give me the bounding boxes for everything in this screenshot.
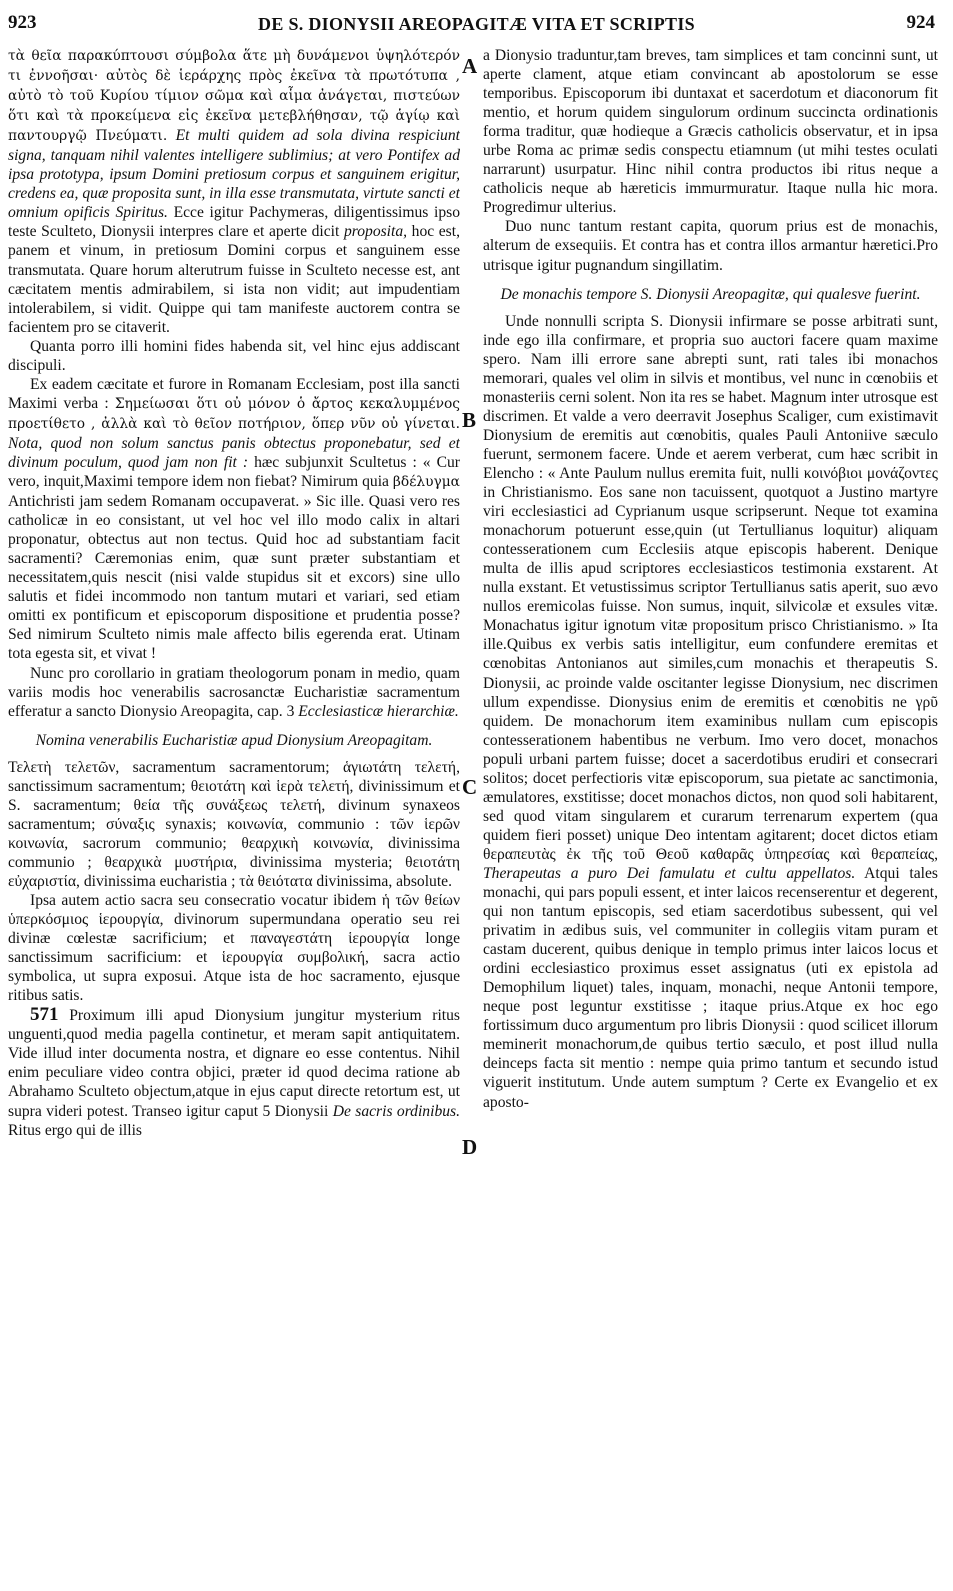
left-column [8, 46, 460, 1581]
section-heading: Nomina venerabilis Eucharistiæ apud Dionysium Areopagitam. [35, 731, 433, 749]
body-text: Ecce igitur Pachymeras, diligentissimus ipso teste Sculteto, Dionysii interpres clare et aperte dicit [8, 204, 460, 241]
body-text: a Dionysio traduntur,tam breves, tam simplices et tam concinni sunt, ut aperte clament, atque etiam convincant ab apostolorum se esse temporibus. Episcoporum ibi duntaxat et sacerdotum et diaconorum fit mentio, et horum quidem singulorum ordinum succincta ordinationis forma traditur, quæ hodieque a Græcis catholicis observatur, et in ipsa urbe Roma ac primæ sedis conspectu etiamnum (ut mihi testes oculati narrarunt) usurpatur. Hinc nihil contra productos ibi ritus neque a catholicis neque ab hæreticis immurmuratur. Itaque nulla hic mora. Progredimur ulterius. [483, 47, 938, 217]
body-text: Ipsa autem actio sacra seu consecratio vocatur ibidem ἡ τῶν θείων ὑπερκόσμιος ἱερουργία, divinorum supermundana operatio seu rei divinæ cœlestæ sacrificium; et παναγεστάτη ἱερουργία longe sanctissimum sacrificium: et ἱερουργία συμβολική, sacra actio symbolica, ut supra exposui. Atque ista de hoc sacramento, ejusque ritibus satis. [8, 892, 460, 1005]
body-text: Nunc pro corollario in gratiam theologorum ponam in medio, quam variis modis hoc venerabilis sacrosanctæ Eucharistiæ sacramentum efferatur a sancto Dionysio Areopagita, cap. 3 [8, 664, 460, 720]
margin-marker-a: A [462, 54, 478, 78]
paragraph [8, 337, 460, 375]
body-text: hæc subjunxit Scultetus : « Cur vero, inquit,Maximi tempore idem non fiebat? Nimirum quia [8, 453, 460, 491]
body-text: Ex eadem cæcitate et furore in Romanam Ecclesiam, post illa sancti Maximi verba : [8, 375, 460, 412]
paragraph [483, 312, 938, 1112]
paragraph [8, 46, 460, 337]
greek-quote: τὰ θεῖα παρακύπτουσι σύμβολα ἅτε μὴ δυνάμενοι ὑψηλότερόν τι ἐννοῆσαι· αὐτὸς δὲ ἱεράρχης πρὸς ἐκεῖνα τὰ πρωτότυπα , αὐτὸ τὸ τοῦ Κυρίου τίμιον σῶμα καὶ αἷμα ἀνάγεται, πιστεύων ὅτι καὶ τὰ προκείμενα εἰς ἐκεῖνα μετεβλήθησαν, τῷ ἁγίῳ καὶ παντουργῷ Πνεύματι. [8, 48, 460, 145]
latin-translation: Et multi quidem ad sola divina respiciunt signa, tanquam nihil valentes intelligere sublimius; at vero Pontifex ad ipsa prototypa, ipsum Domini pretiosum corpus et sanguinem erigitur, credens ea, quæ proposita sunt, in illa esse transmutata, virtute sancti et omnium opificis Spiritus. [8, 127, 460, 222]
greek-word: βδέλυγμα [392, 474, 460, 491]
margin-marker-c: C [462, 775, 478, 799]
body-text: hoc est, panem et vinum, in pretiosum Domini corpus et sanguinem esse transmutata. Quare horum alterutrum fuisse in Sculteto necesse est, ant cæcitatem mentis admirabilem, si ista non vidit; aut impudentiam intolerabilem, si vidit. Quippe qui tam manifeste auctorem contra se facientem pro se citaverit. [8, 223, 460, 336]
body-text: Τελετὴ τελετῶν, sacramentum sacramentorum; ἁγιωτάτη τελετή, sanctissimum sacramentum; θειοτάτη καὶ ἱερὰ τελετή, divinissimum et S. sacramentum; θεία τῆς συνάξεως τελετή, divinum synaxeos sacramentum; σύναξις synaxis; κοινωνία, communio : τῶν ἱερῶν κοινωνία, sacrorum communio; θεαρχικὴ κοινωνία, divinissima communio ; θεαρχικὰ μυστήρια, divinissima mysteria; θειοτάτη εὐχαριστία, divinissima eucharistia ; τὰ θειότατα divinissima, absolute. [8, 758, 460, 890]
body-text: Proximum illi apud Dionysium jungitur mysterium ritus unguenti,quod media pagella continetur, et meram sapit antiquitatem. Vide illud inter documenta nostra, et dignare eo esse contentus. Nihil enim peculiare video contra objici, præter id quod decima ratione ab Abrahamo Sculteto objectum,atque in ejus caput directe retortum est, ut supra videri potest. Transeo igitur caput 5 Dionysii [8, 1007, 460, 1120]
paragraph [8, 891, 460, 1005]
body-text: Ritus ergo qui de illis [8, 1121, 142, 1139]
body-text: Unde nonnulli scripta S. Dionysii infirmare se posse arbitrati sunt, inde ego illa confirmare, et propria suo auctori facere quam maxime spero. Nam illi errore sane abrepti sunt, rati tales ibi monachos memorari, quales vel olim in silvis et montibus, vel nunc in cœnobiis et monasteriis cerni solent. Non ita res se habet. Magnum inter utrosque est discrimen. Et valde a vero deerravit Josephus Scaliger, cum existimavit Dionysium de eremitis aut cœnobitis, quales Pauli Antoniive sæculo fuerunt, sermonem facere. Unde et aerem verberat, cum hæc scribit in Elencho : « Ante Paulum nullus eremita fuit, nulli κοινόβιοι μονάζοντες in Christianismo. Eos sane non tacuissent, quotquot a Justino martyre viri ecclesiastici ad Cyprianum usque scripserunt. Neque tot examina monachorum potuerunt esse,quin (ut Tertullianus loquitur) aliquam contesserationem cum Ecclesiis atque episcopis haberent. Denique multa de illis apud scriptores ecclesiasticos testimonia exstarent. At nulla exstant. Et vetustissimus scriptor Tertullianus satis aperit, suo ævo nullos eremicolas fuisse. Non sumus, inquit, silvicolæ et exsules vitæ. Monachatus igitur ignotum vitæ propositum prisco Christianismo. » Ita ille.Quibus ex verbis satis intelligitur, eum confundere eremitas et cœnobitas Antonianos aut similes,cum monachis et therapeutis S. Dionysii, ac proinde valde oscitanter legisse Dionysium, nec discrimen ullum expendisse. Dionysius enim de eremitis et cœnobitis ne γρῦ quidem. De monachorum item examinibus nullam cum episcopis contesserationem habentibus ne verbum. Imo vero docet, monachos populi urbani partem fuisse; docet a sacerdotibus erudiri et consecrari solitos; docet perfectioris vitæ episcoporum, sua pietate ac sanctimonia, æmulatores, exstitisse; docet monachos dictos, non quod soli habitarent, sed quod vitam singularem et curarum terrenarum expertem (qua quidem fieri posset) unique Deo intentam agitarent; docet dictos etiam θεραπευτὰς ἐκ τῆς τοῦ Θεοῦ καθαρᾶς ὑπηρεσίας καὶ θεραπείας, [483, 312, 938, 863]
page-number-right: 924 [906, 12, 935, 33]
paragraph [8, 1005, 460, 1139]
section-number: 571 [30, 1004, 59, 1026]
body-text: Atqui tales monachi, qui pars populi essent, et inter laicos recenserentur et degerent, qui non tantum episcopis, sed etiam sacerdotibus subessent, qui vel privatim in ædibus suis, vel communiter in collegiis vitam puram et castam ducerent, quibus denique in templo primus inter laicos locus et ordini ecclesiastico proximus esset assignatus (uti ex epistola ad Demophilum liquet) tales, inquam, monachi, neque Antonii tempore, neque post leguntur exstitisse ; itaque prius.Atque ex hoc ego fortissimum duco argumentum pro libris Dionysii : quod scilicet illorum meminerit monachorum,de quibus tertio sæculo, et post illud nulla deinceps facta sit mentio : nempe quia primo tantum et secundo istud viguerit institutum. Unde autem sumptum ? Certe ex Evangelio et ex aposto- [483, 864, 938, 1111]
latin-translation: Nota, quod non solum sanctus panis obtectus proponebatur, sed et divinum poculum, quod jam non fit : [8, 434, 460, 471]
body-text: Duo nunc tantum restant capita, quorum prius est de monachis, alterum de exsequiis. Et contra has et contra illos armantur hæretici.Pro utrisque igitur pugnandum singillatim. [483, 218, 938, 274]
margin-marker-d: D [462, 1135, 478, 1159]
section-heading: De monachis tempore S. Dionysii Areopagitæ, qui qualesve fuerint. [500, 285, 921, 303]
paragraph [483, 46, 938, 217]
running-header [0, 12, 953, 42]
paragraph [8, 664, 460, 721]
italic-term: proposita, [343, 223, 408, 241]
body-text: Quanta porro illi homini fides habenda sit, vel hinc ejus addiscant discipuli. [8, 337, 460, 374]
page-number-left: 923 [8, 12, 37, 33]
italic-title: De sacris ordinibus. [332, 1102, 460, 1120]
body-text: Antichristi jam sedem Romanam occupaverat. » Sic ille. Quasi vero res catholicæ in eo consistant, ut vel hoc vel illo modo calix in altari proponatur, obtectus aut non tectus. Quid hoc ad substantiam facit sacramenti? Cæremonias enim, quæ sunt præter substantiam et necessitatem,quis nescit (nisi valde stupidus sit et excors) sine ullo salutis et fidei incommodo non tantum mutari et variari, sed etiam omitti ex pontificum et episcoporum dispositione et prudentia posse? Sed nimirum Sculteto nimis male affecto bilis egerenda erat. Utinam tota egesta sit, et vivat ! [8, 493, 460, 663]
margin-marker-b: B [462, 408, 477, 432]
right-column [483, 46, 938, 1581]
paragraph [8, 375, 460, 664]
italic-title: Ecclesiasticæ hierarchiæ. [298, 702, 459, 720]
latin-translation: Therapeutas a puro Dei famulatu et cultu appellatos. [483, 864, 856, 882]
paragraph [483, 217, 938, 274]
paragraph [8, 758, 460, 891]
running-title: DE S. DIONYSII AREOPAGITÆ VITA ET SCRIPTIS [258, 14, 695, 34]
greek-quote: Σημείωσαι ὅτι οὐ μόνον ὁ ἄρτος κεκαλυμμένος προετίθετο , ἀλλὰ καὶ τὸ θεῖον ποτήριον, ὅπερ νῦν οὐ γίνεται. [8, 395, 460, 432]
